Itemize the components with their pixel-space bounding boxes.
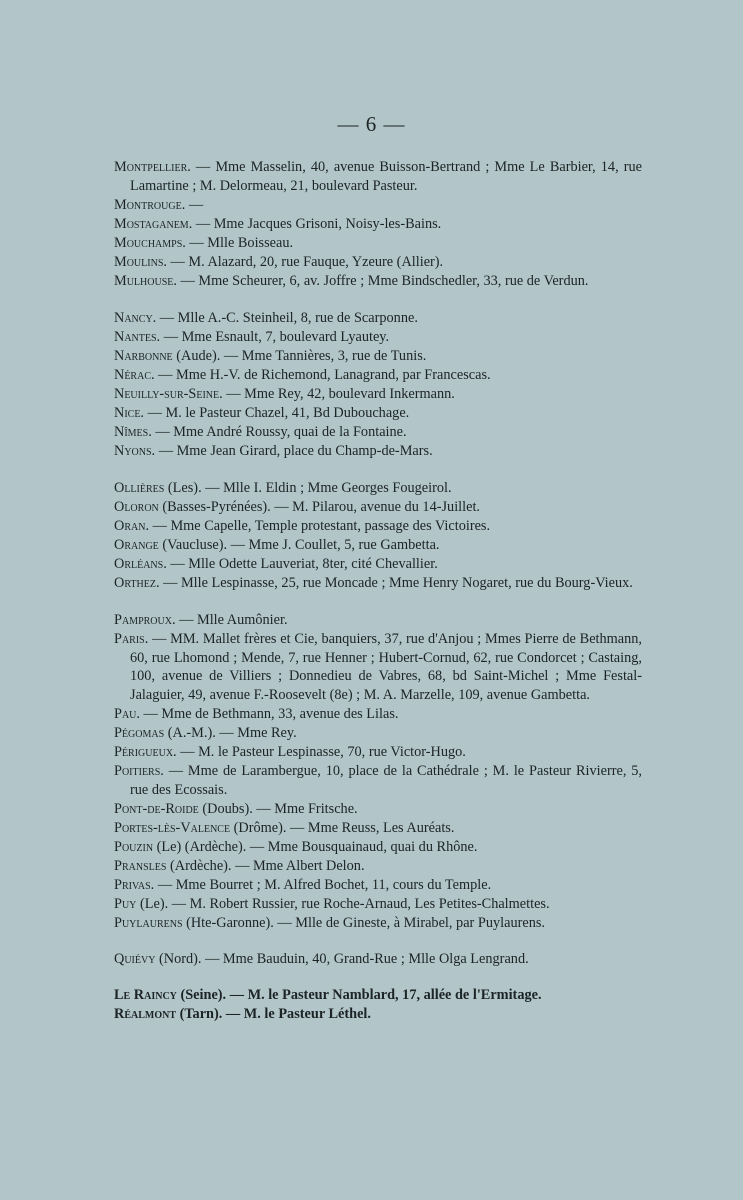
place-name: Nancy. (114, 309, 157, 326)
place-name: Pégomas (114, 725, 165, 742)
place-name: Oloron (114, 499, 159, 515)
place-name: Pransles (114, 858, 167, 875)
place-name: Mulhouse. (114, 273, 177, 290)
list-item (114, 347, 642, 366)
entry-details: — Mme Rey, 42, boulevard Inkermann. (222, 386, 455, 403)
place-name: Moulins. (114, 253, 167, 270)
entry-details: — Mme Jacques Grisoni, Noisy-les-Bains. (192, 215, 442, 232)
place-name: Montpellier. (114, 159, 191, 175)
directory-list (114, 158, 642, 1024)
place-name: Mostaganem. (114, 215, 193, 232)
list-item (114, 895, 642, 914)
list-item (114, 705, 642, 724)
place-name: Oran. (114, 518, 150, 535)
group-o (114, 479, 642, 593)
list-item (114, 158, 642, 195)
place-name: Neuilly-sur-Seine. (114, 386, 223, 403)
list-item (114, 950, 642, 969)
entry-details: (A.-M.). — Mme Rey. (164, 725, 297, 742)
list-item (114, 611, 642, 630)
place-name: Puy (114, 896, 137, 913)
list-item (114, 517, 642, 536)
page-number: — 6 — (337, 112, 406, 136)
entry-details: — Mme de Larambergue, 10, place de la Cathédrale ; M. le Pasteur Rivierre, 5, rue des Ecossais. (130, 763, 642, 798)
place-name: Pouzin (114, 839, 154, 856)
entry-details: — M. le Pasteur Lespinasse, 70, rue Victor-Hugo. (176, 744, 466, 761)
list-item (114, 234, 642, 253)
list-item (114, 272, 642, 291)
place-name: Nice. (114, 405, 145, 422)
entry-details: — Mlle Aumônier. (175, 611, 288, 628)
list-item (114, 555, 642, 574)
place-name: Nantes. (114, 328, 161, 345)
place-name: Paris. (114, 631, 149, 648)
entry-details: — Mlle Lespinasse, 25, rue Moncade ; Mme Henry Nogaret, rue du Bourg-Vieux. (159, 575, 633, 592)
group-m (114, 158, 642, 291)
group-q (114, 950, 642, 969)
entry-details: — Mme André Roussy, quai de la Fontaine. (151, 424, 407, 441)
list-item (114, 762, 642, 799)
place-name: Nîmes. (114, 424, 152, 441)
entry-details: (Tarn). — M. le Pasteur Léthel. (176, 1005, 371, 1022)
entry-details: — Mme Esnault, 7, boulevard Lyautey. (160, 328, 390, 345)
list-item (114, 536, 642, 555)
list-item (114, 215, 642, 234)
list-item (114, 253, 642, 272)
list-item (114, 914, 642, 933)
entry-details: — Mme Scheurer, 6, av. Joffre ; Mme Bindschedler, 33, rue de Verdun. (176, 273, 589, 290)
list-item (114, 838, 642, 857)
entry-details: — Mme Bourret ; M. Alfred Bochet, 11, cours du Temple. (154, 877, 492, 894)
entry-details: (Drôme). — Mme Reuss, Les Auréats. (230, 820, 455, 836)
entry-details: — Mlle Odette Lauveriat, 8ter, cité Chevallier. (166, 556, 438, 573)
place-name: Orléans. (114, 556, 167, 573)
entry-details: (Aude). — Mme Tannières, 3, rue de Tunis. (172, 347, 427, 364)
place-name: Le Raincy (114, 986, 177, 1003)
place-name: Narbonne (114, 347, 173, 364)
entry-details: — Mlle A.-C. Steinheil, 8, rue de Scarponne. (156, 309, 418, 326)
list-item (114, 986, 642, 1005)
list-item (114, 423, 642, 442)
entry-details: — Mme Masselin, 40, avenue Buisson-Bertrand ; Mme Le Barbier, 14, rue Lamartine ; M. Delormeau, 21, boulevard Pasteur. (130, 159, 642, 194)
entry-details: — Mlle Boisseau. (185, 234, 294, 251)
list-item (114, 404, 642, 423)
list-item (114, 743, 642, 762)
entry-details: (Basses-Pyrénées). — M. Pilarou, avenue du 14-Juillet. (158, 499, 481, 515)
entry-details: (Le) (Ardèche). — Mme Bousquainaud, quai du Rhône. (153, 839, 478, 856)
place-name: Pont-de-Roide (114, 800, 199, 817)
list-item (114, 876, 642, 895)
entry-details: (Nord). — Mme Bauduin, 40, Grand-Rue ; Mlle Olga Lengrand. (155, 951, 529, 968)
list-item (114, 366, 642, 385)
place-name: Poitiers. (114, 763, 164, 780)
place-name: Nérac. (114, 366, 155, 383)
place-name: Privas. (114, 877, 155, 894)
entry-details: (Les). — Mlle I. Eldin ; Mme Georges Fougeirol. (164, 479, 452, 496)
entry-details: (Vaucluse). — Mme J. Coullet, 5, rue Gambetta. (158, 537, 440, 554)
place-name: Puylaurens (114, 915, 183, 932)
list-item (114, 479, 642, 498)
group-r (114, 986, 642, 1024)
place-name: Mouchamps. (114, 234, 186, 251)
entry-details: — Mme H.-V. de Richemond, Lanagrand, par Francescas. (154, 366, 491, 383)
entry-details: (Le). — M. Robert Russier, rue Roche-Arnaud, Les Petites-Chalmettes. (136, 896, 550, 913)
entry-details: — Mme de Bethmann, 33, avenue des Lilas. (139, 705, 399, 722)
entry-details: — Mme Jean Girard, place du Champ-de-Mars. (155, 443, 433, 460)
entry-details: (Seine). — M. le Pasteur Namblard, 17, allée de l'Ermitage. (176, 986, 542, 1003)
list-item (114, 498, 642, 517)
place-name: Nyons. (114, 443, 156, 460)
list-item (114, 724, 642, 743)
place-name: Périgueux. (114, 744, 177, 761)
list-item (114, 574, 642, 593)
list-item (114, 328, 642, 347)
list-item (114, 385, 642, 404)
entry-details: — MM. Mallet frères et Cie, banquiers, 37, rue d'Anjou ; Mmes Pierre de Bethmann, 60, rue Lhomond ; Mende, 7, rue Henner ; Hubert-Cornud, 62, rue Condorcet ; Castaing, 100, avenue de Villiers ; Donnedieu de Vabres, 68, bd Saint-Michel ; Mme Festal-Jalaguier, 49, avenue F.-Roosevelt (8e) ; M. A. Marzelle, 109, avenue Gambetta. (130, 631, 642, 703)
entry-details: — M. le Pasteur Chazel, 41, Bd Dubouchage. (144, 405, 410, 422)
place-name: Pamproux. (114, 611, 176, 628)
place-name: Orange (114, 537, 159, 554)
entry-details: — (185, 196, 204, 213)
list-item (114, 442, 642, 461)
list-item (114, 196, 642, 215)
place-name: Pau. (114, 705, 140, 722)
list-item (114, 1005, 642, 1024)
place-name: Montrouge. (114, 196, 186, 213)
place-name: Quiévy (114, 951, 156, 968)
entry-details: (Ardèche). — Mme Albert Delon. (166, 858, 365, 875)
place-name: Réalmont (114, 1005, 176, 1022)
group-p (114, 611, 642, 933)
entry-details: (Hte-Garonne). — Mlle de Gineste, à Mirabel, par Puylaurens. (182, 915, 545, 932)
list-item (114, 819, 642, 838)
entry-details: — Mme Capelle, Temple protestant, passage des Victoires. (149, 518, 491, 535)
list-item (114, 800, 642, 819)
entry-details: — M. Alazard, 20, rue Fauque, Yzeure (Allier). (166, 253, 444, 270)
list-item (114, 630, 642, 704)
entry-details: (Doubs). — Mme Fritsche. (198, 800, 358, 817)
list-item (114, 857, 642, 876)
place-name: Portes-lès-Valence (114, 820, 231, 836)
place-name: Orthez. (114, 575, 160, 592)
group-n (114, 309, 642, 461)
list-item (114, 309, 642, 328)
place-name: Ollières (114, 479, 165, 496)
